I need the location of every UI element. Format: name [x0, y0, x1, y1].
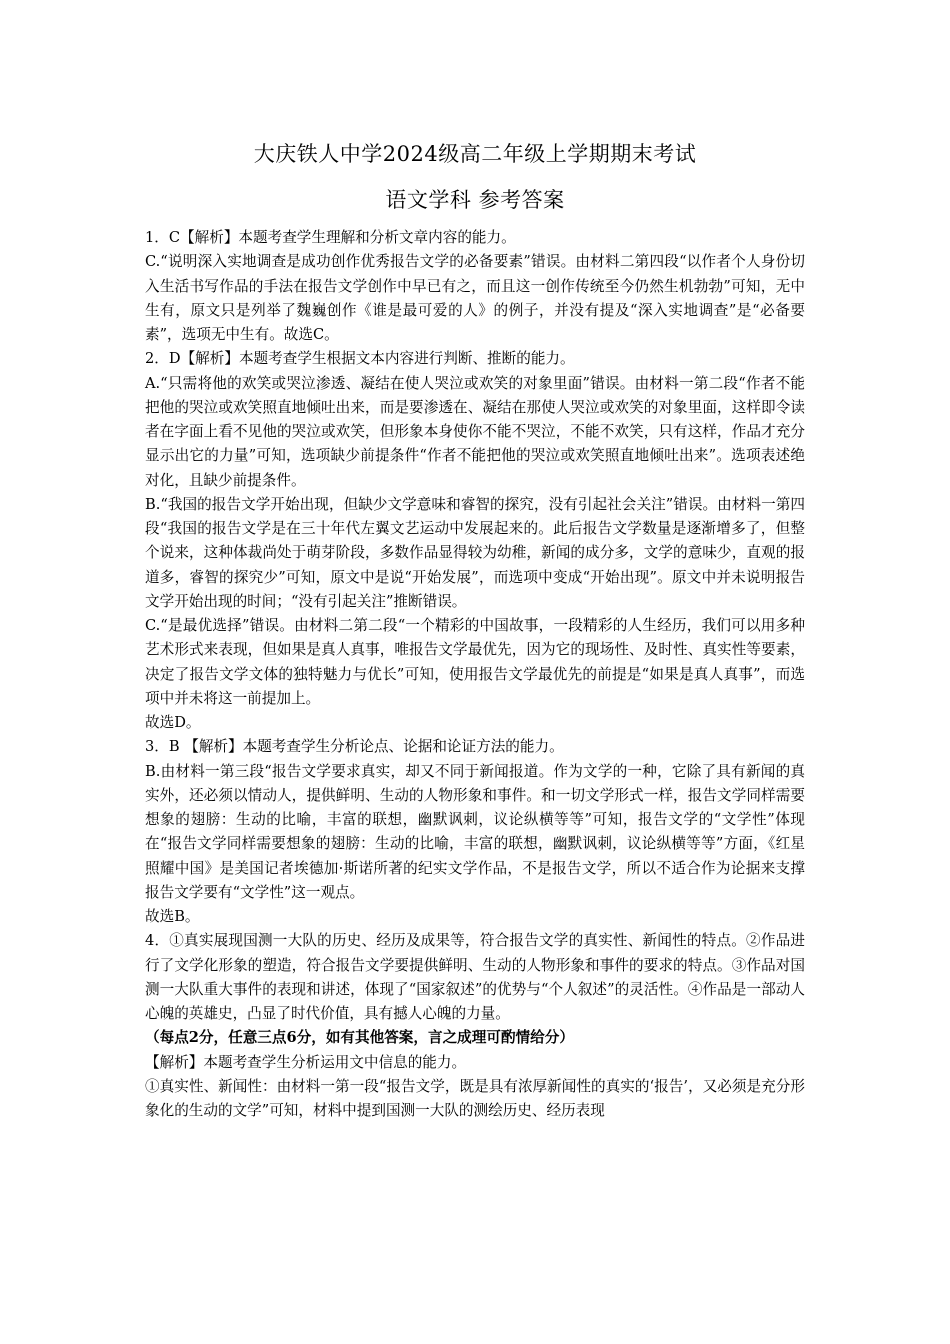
- q2-conclusion: 故选D。: [145, 714, 201, 731]
- document-title: 大庆铁人中学2024级高二年级上学期期末考试: [253, 142, 697, 166]
- q3-option-b-explanation: B.由材料一第三段“报告文学要求真实，却又不同于新闻报道。作为文学的一种，它除了具有新闻的真实外，还必须以情动人，提供鲜明、生动的人物形象和事件。和一切文学形式一样，报告文学同样需要想象的翅膀：生动的比喻，丰富的联想，幽默讽刺，议论纵横等等”可知，报告文学的“文学性”体现在“报告文学同样需要想象的翅膀：生动的比喻，丰富的联想，幽默讽刺，议论纵横等等”方面，《红星照耀中国》是美国记者埃德加·斯诺所著的纪实文学作品，不是报告文学，所以不适合作为论据来支撑报告文学要有“文学性”这一观点。: [145, 762, 805, 901]
- q3-conclusion: 故选B。: [145, 908, 200, 925]
- q3-answer-heading: 3．B 【解析】本题考查学生分析论点、论据和论证方法的能力。: [145, 738, 564, 756]
- q2-option-a-explanation: A.“只需将他的欢笑或哭泣渗透、凝结在使人哭泣或欢笑的对象里面”错误。由材料一第二段“作者不能把他的哭泣或欢笑照直地倾吐出来，而是要渗透在、凝结在那使人哭泣或欢笑的对象里面，这样即令读者在字面上看不见他的哭泣或欢笑，但形象本身使你不能不哭泣，不能不欢笑，只有这样，作品才充分显示出它的力量”可知，选项缺少前提条件“作者不能把他的哭泣或欢笑照直地倾吐出来”。选项表述绝对化，且缺少前提条件。: [145, 374, 805, 489]
- q1-explanation: C.“说明深入实地调查是成功创作优秀报告文学的必备要素”错误。由材料二第四段“以作者个人身份切入生活书写作品的手法在报告文学创作中早已有之，而且这一创作传统至今仍然生机勃勃”可知，无中生有，原文只是列举了魏巍创作《谁是最可爱的人》的例子，并没有提及“深入实地调查”是“必备要素”，选项无中生有。故选C。: [145, 253, 805, 343]
- q4-analysis-heading: 【解析】本题考查学生分析运用文中信息的能力。: [145, 1053, 467, 1071]
- q4-analysis-point-1: ①真实性、新闻性：由材料一第一段“报告文学，既是具有浓厚新闻性的真实的‘报告’，又必须是充分形象化的生动的文学”可知，材料中提到国测一大队的测绘历史、经历表现: [145, 1077, 805, 1119]
- q2-option-c-explanation: C.“是最优选择”错误。由材料二第二段“一个精彩的中国故事，一段精彩的人生经历，我们可以用多种艺术形式来表现，但如果是真人真事，唯报告文学最优先，因为它的现场性、及时性、真实性等要素，决定了报告文学文体的独特魅力与优长”可知，使用报告文学最优先的前提是“如果是真人真事”，而选项中并未将这一前提加上。: [145, 617, 805, 707]
- q4-scoring-note: （每点2分，任意三点6分，如有其他答案，言之成理可酌情给分）: [145, 1029, 574, 1047]
- q4-answer: 4．①真实展现国测一大队的历史、经历及成果等，符合报告文学的真实性、新闻性的特点。②作品进行了文学化形象的塑造，符合报告文学要提供鲜明、生动的人物形象和事件的要求的特点。③作品对国测一大队重大事件的表现和讲述，体现了“国家叙述”的优势与“个人叙述”的灵活性。④作品是一部动人心魄的英雄史，凸显了时代价值，具有撼人心魄的力量。: [145, 932, 805, 1022]
- q1-answer-heading: 1．C【解析】本题考查学生理解和分析文章内容的能力。: [145, 229, 516, 246]
- q2-answer-heading: 2．D【解析】本题考查学生根据文本内容进行判断、推断的能力。: [145, 350, 575, 368]
- document-subtitle: 语文学科 参考答案: [385, 188, 565, 212]
- q2-option-b-explanation: B.“我国的报告文学开始出现，但缺少文学意味和睿智的探究，没有引起社会关注”错误。由材料一第四段“我国的报告文学是在三十年代左翼文艺运动中发展起来的。此后报告文学数量是逐渐增多了，但整个说来，这种体裁尚处于萌芽阶段，多数作品显得较为幼稚，新闻的成分多，文学的意味少，直观的报道多，睿智的探究少”可知，原文中是说“开始发展”，而选项中变成“开始出现”。原文中并未说明报告文学开始出现的时间；“没有引起关注”推断错误。: [145, 495, 805, 610]
- answer-body: [145, 226, 805, 1123]
